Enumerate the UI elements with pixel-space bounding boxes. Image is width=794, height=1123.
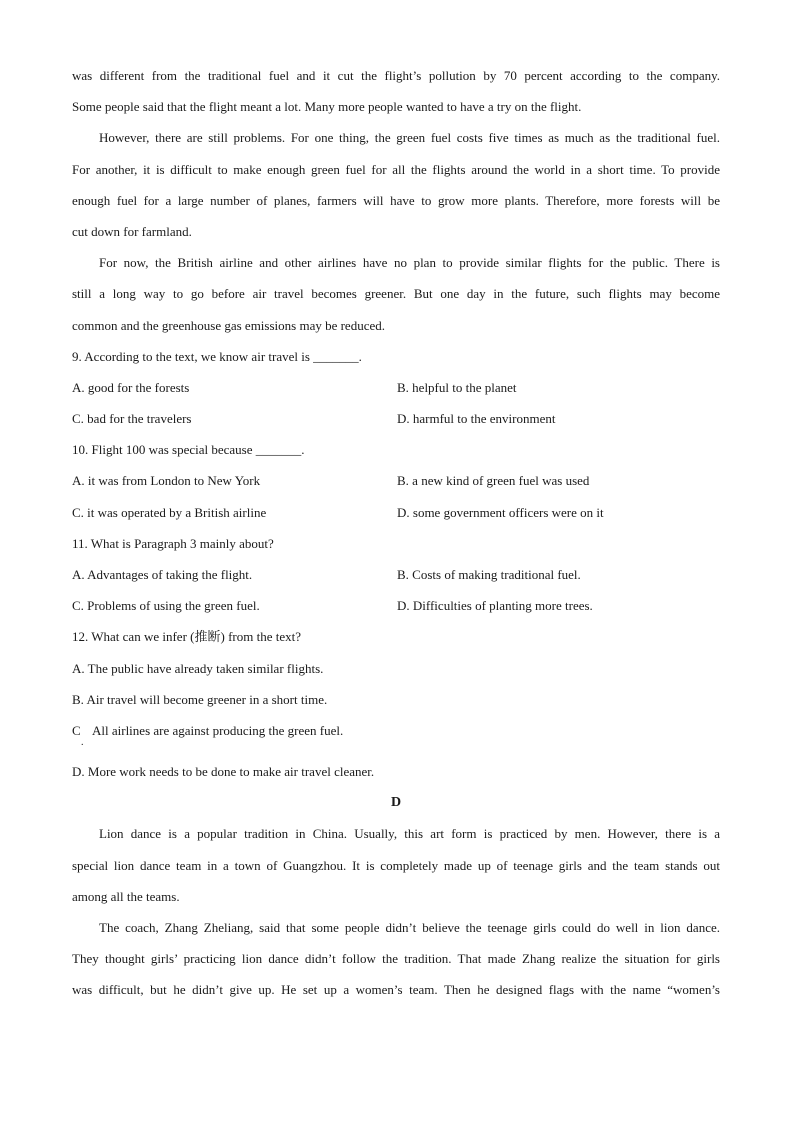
option-b: B. helpful to the planet [397,379,517,395]
question-stem: 12. What can we infer (推断) from the text? [72,629,301,645]
option-c-dot: . [81,736,84,748]
option-a: A. good for the forests [72,379,190,395]
text-line: special lion dance team in a town of Guangzhou. It is completely made up of teenage girls and the team stands out [72,857,720,873]
option-c: C. it was operated by a British airline [72,504,267,520]
option-row [72,372,720,403]
text-line: was different from the traditional fuel and it cut the flight’s pollution by 70 percent according to the company. [72,68,720,83]
option-a: A. it was from London to New York [72,473,261,489]
text-line: enough fuel for a large number of planes, farmers will have to grow more plants. Therefore, more forests will be [72,192,720,208]
paragraph-lion-dance [72,818,720,912]
document-page [72,60,720,1005]
option-a: A. The public have already taken similar flights. [72,660,324,676]
option-c-text: All airlines are against producing the green fuel. [92,722,344,738]
question-11 [72,528,720,622]
text-line: For now, the British airline and other airlines have no plan to provide similar flights for the public. There is [99,255,720,271]
paragraph-coach [72,912,720,1006]
paragraph-flight-result [72,60,720,122]
text-line: Some people said that the flight meant a lot. Many more people wanted to have a try on the flight. [72,99,582,115]
option-a: A. Advantages of taking the flight. [72,567,253,582]
option-row [72,403,720,434]
text-line: The coach, Zhang Zheliang, said that some people didn’t believe the teenage girls could do well in lion dance. [99,919,720,935]
question-stem: 9. According to the text, we know air travel is _______. [72,348,362,364]
option-c [72,715,720,756]
option-c: C. Problems of using the green fuel. [72,598,260,614]
option-d: D. harmful to the environment [397,411,556,427]
option-row [72,559,720,590]
question-stem: 11. What is Paragraph 3 mainly about? [72,535,274,551]
section-title: D [390,795,402,811]
text-line: They thought girls’ practicing lion dance didn’t follow the tradition. That made Zhang realize the situation for girls [72,951,720,967]
question-12 [72,621,720,787]
question-stem: 10. Flight 100 was special because _______. [72,442,305,458]
text-line: Lion dance is a popular tradition in China. Usually, this art form is practiced by men. However, there is a [99,826,720,842]
text-line: cut down for farmland. [72,223,192,239]
option-row [72,497,720,528]
paragraph-future [72,247,720,341]
text-line: was difficult, but he didn’t give up. He set up a women’s team. Then he designed flags with the name “women’s [72,982,720,998]
option-b: B. Air travel will become greener in a short time. [72,691,328,707]
option-c: C. bad for the travelers [72,411,192,427]
text-line: common and the greenhouse gas emissions may be reduced. [72,317,385,333]
option-d: D. some government officers were on it [397,504,604,520]
paragraph-problems [72,122,720,247]
question-10 [72,434,720,528]
text-line: still a long way to go before air travel becomes greener. But one day in the future, such flights may become [72,286,720,302]
option-c-letter: C [72,722,81,738]
option-row [72,465,720,496]
option-b: B. Costs of making traditional fuel. [397,567,581,582]
text-line: among all the teams. [72,888,180,904]
text-line: For another, it is difficult to make enough green fuel for all the flights around the world in a short time. To provide [72,161,720,177]
text-line: However, there are still problems. For one thing, the green fuel costs five times as much as the traditional fuel. [99,130,720,146]
option-d: D. Difficulties of planting more trees. [397,598,593,614]
question-9 [72,341,720,435]
option-row [72,590,720,621]
option-d: D. More work needs to be done to make air travel cleaner. [72,763,375,779]
option-b: B. a new kind of green fuel was used [397,473,590,489]
